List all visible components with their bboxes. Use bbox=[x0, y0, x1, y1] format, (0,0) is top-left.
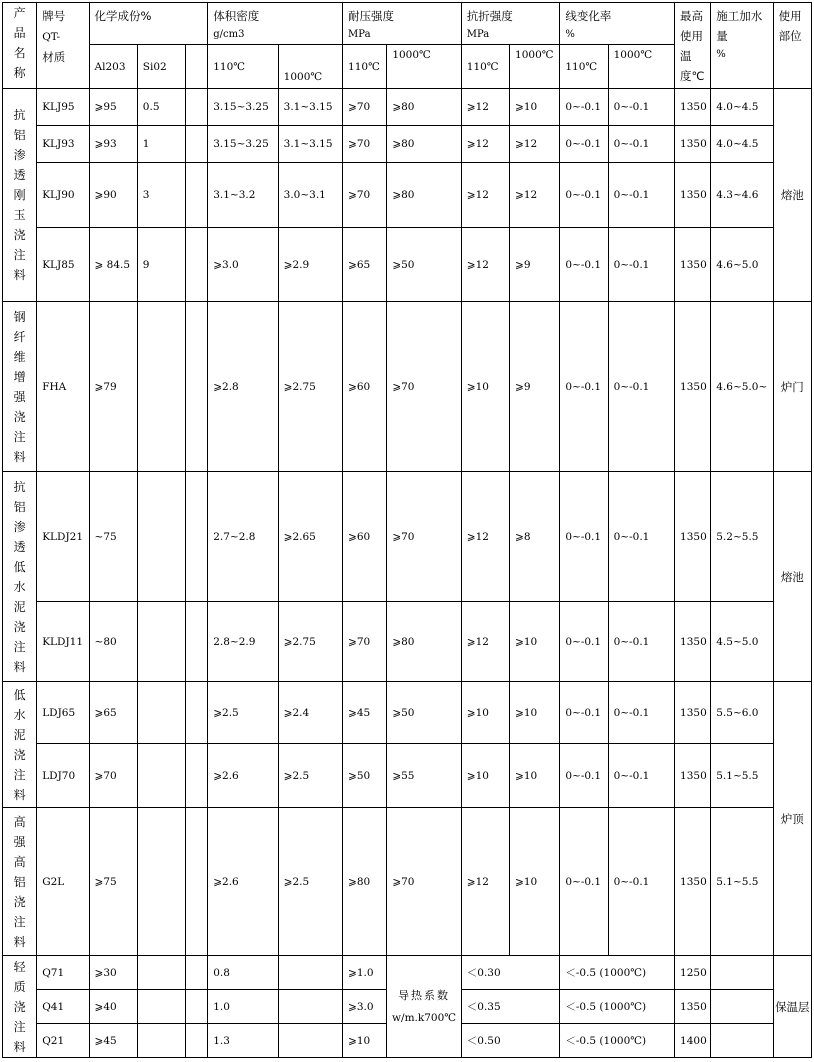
linear-1000-cell: 0~-0.1 bbox=[608, 228, 674, 302]
flex-1000-cell: ⩾12 bbox=[510, 163, 560, 228]
flex-110-cell: ⩾12 bbox=[461, 228, 509, 302]
grade-cell: Q71 bbox=[37, 956, 89, 990]
grade-cell: KLDJ21 bbox=[37, 472, 89, 602]
linear-1000-cell: 0~-0.1 bbox=[608, 744, 674, 808]
blank-cell bbox=[186, 808, 208, 956]
header-density-1000: 1000℃ bbox=[278, 45, 342, 89]
compress-110-cell: ⩾65 bbox=[343, 228, 387, 302]
flex-110-cell: ⩾12 bbox=[461, 808, 509, 956]
blank-cell bbox=[186, 302, 208, 472]
blank-cell bbox=[711, 956, 773, 990]
maxtemp-cell: 1350 bbox=[675, 744, 711, 808]
linear-cell: ＜-0.5 (1000℃) bbox=[560, 990, 675, 1024]
compress-1000-cell: ⩾55 bbox=[387, 744, 461, 808]
al2o3-cell: ⩾75 bbox=[89, 808, 137, 956]
linear-1000-cell: 0~-0.1 bbox=[608, 163, 674, 228]
flex-1000-cell: ⩾12 bbox=[510, 126, 560, 163]
density-110-cell: 3.15~3.25 bbox=[208, 89, 278, 126]
al2o3-cell: ⩾30 bbox=[89, 956, 137, 990]
compress-110-cell: ⩾50 bbox=[343, 744, 387, 808]
flex-1000-cell: ⩾9 bbox=[510, 302, 560, 472]
density-110-cell: 3.1~3.2 bbox=[208, 163, 278, 228]
use-melting-pool: 熔池 bbox=[773, 89, 811, 302]
flex-110-cell: ⩾12 bbox=[461, 126, 509, 163]
al2o3-cell: ⩾45 bbox=[89, 1024, 137, 1058]
flex-1000-cell: ⩾10 bbox=[510, 602, 560, 682]
density-110-cell: ⩾2.6 bbox=[208, 744, 278, 808]
linear-110-cell: 0~-0.1 bbox=[560, 126, 608, 163]
blank-cell bbox=[186, 472, 208, 602]
sio2-cell: 3 bbox=[137, 163, 185, 228]
linear-1000-cell: 0~-0.1 bbox=[608, 602, 674, 682]
compress-1000-cell: ⩾80 bbox=[387, 126, 461, 163]
blank-cell bbox=[711, 1024, 773, 1058]
density-cell: 0.8 bbox=[208, 956, 278, 990]
sio2-cell bbox=[137, 808, 185, 956]
compress-1000-cell: ⩾70 bbox=[387, 472, 461, 602]
linear-cell: ＜-0.5 (1000℃) bbox=[560, 1024, 675, 1058]
blank-cell bbox=[186, 1024, 208, 1058]
sio2-cell: 9 bbox=[137, 228, 185, 302]
blank-cell bbox=[278, 990, 342, 1024]
use-insulation: 保温层 bbox=[773, 956, 811, 1058]
al2o3-cell: ⩾93 bbox=[89, 126, 137, 163]
al2o3-cell: ⩾95 bbox=[89, 89, 137, 126]
flex-1000-cell: ⩾10 bbox=[510, 808, 560, 956]
blank-cell bbox=[186, 990, 208, 1024]
conductivity-cell: ＜0.35 bbox=[461, 990, 560, 1024]
linear-1000-cell: 0~-0.1 bbox=[608, 808, 674, 956]
category-low-cement: 低 水 泥 浇 注 料 bbox=[3, 682, 37, 808]
sio2-cell bbox=[137, 682, 185, 744]
sio2-cell bbox=[137, 302, 185, 472]
blank-cell bbox=[137, 990, 185, 1024]
compress-1000-cell: ⩾70 bbox=[387, 808, 461, 956]
water-cell: 5.1~5.5 bbox=[711, 744, 773, 808]
conductivity-cell: ＜0.30 bbox=[461, 956, 560, 990]
header-flex: 抗折强度 MPa bbox=[461, 3, 560, 45]
compress-110-cell: ⩾70 bbox=[343, 126, 387, 163]
linear-1000-cell: 0~-0.1 bbox=[608, 302, 674, 472]
header-water: 施工加水量 % bbox=[711, 3, 773, 89]
maxtemp-cell: 1350 bbox=[675, 808, 711, 956]
water-cell: 4.0~4.5 bbox=[711, 89, 773, 126]
compress-110-cell: ⩾70 bbox=[343, 602, 387, 682]
compress-cell: ⩾3.0 bbox=[343, 990, 387, 1024]
header-grade: 牌号 QT- 材质 bbox=[37, 3, 89, 89]
grade-cell: KLJ85 bbox=[37, 228, 89, 302]
blank-cell bbox=[186, 602, 208, 682]
header-product-name: 产 品 名 称 bbox=[3, 3, 37, 89]
grade-cell: KLDJ11 bbox=[37, 602, 89, 682]
use-furnace-roof: 炉顶 bbox=[773, 682, 811, 956]
header-density-110: 110℃ bbox=[208, 45, 278, 89]
al2o3-cell: ~75 bbox=[89, 472, 137, 602]
header-linear-110: 110℃ bbox=[560, 45, 608, 89]
linear-cell: ＜-0.5 (1000℃) bbox=[560, 956, 675, 990]
blank-cell bbox=[137, 1024, 185, 1058]
linear-110-cell: 0~-0.1 bbox=[560, 228, 608, 302]
maxtemp-cell: 1350 bbox=[675, 163, 711, 228]
flex-110-cell: ⩾10 bbox=[461, 682, 509, 744]
category-lightweight: 轻 质 浇 注 料 bbox=[3, 956, 37, 1058]
maxtemp-cell: 1350 bbox=[675, 602, 711, 682]
header-compress-1000: 1000℃ bbox=[387, 45, 461, 89]
grade-cell: KLJ90 bbox=[37, 163, 89, 228]
blank-cell bbox=[186, 682, 208, 744]
blank-cell bbox=[186, 163, 208, 228]
compress-1000-cell: ⩾80 bbox=[387, 89, 461, 126]
density-1000-cell: ⩾2.75 bbox=[278, 302, 342, 472]
header-compress: 耐压强度 MPa bbox=[343, 3, 462, 45]
al2o3-cell: ⩾70 bbox=[89, 744, 137, 808]
blank-cell bbox=[711, 990, 773, 1024]
blank-cell bbox=[137, 956, 185, 990]
linear-1000-cell: 0~-0.1 bbox=[608, 126, 674, 163]
compress-1000-cell: ⩾50 bbox=[387, 682, 461, 744]
water-cell: 5.5~6.0 bbox=[711, 682, 773, 744]
linear-110-cell: 0~-0.1 bbox=[560, 89, 608, 126]
compress-cell: ⩾10 bbox=[343, 1024, 387, 1058]
density-1000-cell: ⩾2.5 bbox=[278, 808, 342, 956]
category-high-alumina: 高 强 高 铝 浇 注 料 bbox=[3, 808, 37, 956]
blank-cell bbox=[186, 956, 208, 990]
density-110-cell: ⩾2.6 bbox=[208, 808, 278, 956]
al2o3-cell: ⩾40 bbox=[89, 990, 137, 1024]
water-cell: 4.6~5.0 bbox=[711, 228, 773, 302]
density-1000-cell: 3.1~3.15 bbox=[278, 89, 342, 126]
maxtemp-cell: 1350 bbox=[675, 302, 711, 472]
header-density: 体积密度 g/cm3 bbox=[208, 3, 343, 45]
density-cell: 1.3 bbox=[208, 1024, 278, 1058]
refractory-spec-table bbox=[2, 2, 812, 1058]
compress-110-cell: ⩾80 bbox=[343, 808, 387, 956]
sio2-cell: 0.5 bbox=[137, 89, 185, 126]
water-cell: 5.2~5.5 bbox=[711, 472, 773, 602]
category-low-cement-anti-al: 抗 铝 渗 透 低 水 泥 浇 注 料 bbox=[3, 472, 37, 682]
compress-110-cell: ⩾70 bbox=[343, 163, 387, 228]
header-sio2: Si02 bbox=[137, 45, 185, 89]
maxtemp-cell: 1250 bbox=[675, 956, 711, 990]
flex-110-cell: ⩾12 bbox=[461, 163, 509, 228]
density-1000-cell: 3.0~3.1 bbox=[278, 163, 342, 228]
flex-1000-cell: ⩾10 bbox=[510, 89, 560, 126]
linear-110-cell: 0~-0.1 bbox=[560, 808, 608, 956]
water-cell: 4.6~5.0~ bbox=[711, 302, 773, 472]
grade-cell: LDJ70 bbox=[37, 744, 89, 808]
compress-cell: ⩾1.0 bbox=[343, 956, 387, 990]
linear-110-cell: 0~-0.1 bbox=[560, 163, 608, 228]
category-steel-fiber: 钢 纤 维 增 强 浇 注 料 bbox=[3, 302, 37, 472]
conductivity-cell: ＜0.50 bbox=[461, 1024, 560, 1058]
use-furnace-door: 炉门 bbox=[773, 302, 811, 472]
blank-cell bbox=[278, 956, 342, 990]
grade-cell: KLJ95 bbox=[37, 89, 89, 126]
maxtemp-cell: 1350 bbox=[675, 472, 711, 602]
density-1000-cell: ⩾2.9 bbox=[278, 228, 342, 302]
compress-110-cell: ⩾45 bbox=[343, 682, 387, 744]
al2o3-cell: ⩾79 bbox=[89, 302, 137, 472]
flex-110-cell: ⩾12 bbox=[461, 89, 509, 126]
category-corundum: 抗 铝 渗 透 刚 玉 浇 注 料 bbox=[3, 89, 37, 302]
grade-cell: G2L bbox=[37, 808, 89, 956]
flex-1000-cell: ⩾9 bbox=[510, 228, 560, 302]
blank-cell bbox=[186, 744, 208, 808]
linear-1000-cell: 0~-0.1 bbox=[608, 472, 674, 602]
density-1000-cell: 3.1~3.15 bbox=[278, 126, 342, 163]
density-110-cell: ⩾2.5 bbox=[208, 682, 278, 744]
linear-1000-cell: 0~-0.1 bbox=[608, 89, 674, 126]
use-melting-pool-2: 熔池 bbox=[773, 472, 811, 682]
blank-cell bbox=[186, 228, 208, 302]
sio2-cell bbox=[137, 472, 185, 602]
linear-110-cell: 0~-0.1 bbox=[560, 682, 608, 744]
water-cell: 5.1~5.5 bbox=[711, 808, 773, 956]
compress-1000-cell: ⩾80 bbox=[387, 163, 461, 228]
maxtemp-cell: 1350 bbox=[675, 126, 711, 163]
header-blank bbox=[186, 45, 208, 89]
header-compress-110: 110℃ bbox=[343, 45, 387, 89]
sio2-cell bbox=[137, 602, 185, 682]
compress-110-cell: ⩾70 bbox=[343, 89, 387, 126]
grade-cell: LDJ65 bbox=[37, 682, 89, 744]
grade-cell: FHA bbox=[37, 302, 89, 472]
water-cell: 4.0~4.5 bbox=[711, 126, 773, 163]
density-110-cell: ⩾3.0 bbox=[208, 228, 278, 302]
header-al2o3: Al203 bbox=[89, 45, 137, 89]
header-linear-1000: 1000℃ bbox=[608, 45, 674, 89]
blank-cell bbox=[186, 126, 208, 163]
header-flex-1000: 1000℃ bbox=[510, 45, 560, 89]
density-110-cell: ⩾2.8 bbox=[208, 302, 278, 472]
grade-cell: KLJ93 bbox=[37, 126, 89, 163]
compress-1000-cell: ⩾80 bbox=[387, 602, 461, 682]
flex-1000-cell: ⩾8 bbox=[510, 472, 560, 602]
sio2-cell bbox=[137, 744, 185, 808]
density-1000-cell: ⩾2.65 bbox=[278, 472, 342, 602]
maxtemp-cell: 1350 bbox=[675, 228, 711, 302]
blank-cell bbox=[278, 1024, 342, 1058]
compress-1000-cell: ⩾50 bbox=[387, 228, 461, 302]
water-cell: 4.3~4.6 bbox=[711, 163, 773, 228]
compress-1000-cell: ⩾70 bbox=[387, 302, 461, 472]
flex-110-cell: ⩾12 bbox=[461, 472, 509, 602]
linear-110-cell: 0~-0.1 bbox=[560, 602, 608, 682]
al2o3-cell: ⩾90 bbox=[89, 163, 137, 228]
flex-1000-cell: ⩾10 bbox=[510, 744, 560, 808]
density-1000-cell: ⩾2.75 bbox=[278, 602, 342, 682]
linear-1000-cell: 0~-0.1 bbox=[608, 682, 674, 744]
density-110-cell: 3.15~3.25 bbox=[208, 126, 278, 163]
maxtemp-cell: 1350 bbox=[675, 682, 711, 744]
maxtemp-cell: 1350 bbox=[675, 89, 711, 126]
header-maxtemp: 最高使用温度℃ bbox=[675, 3, 711, 89]
header-use: 使用部位 bbox=[773, 3, 811, 89]
density-110-cell: 2.8~2.9 bbox=[208, 602, 278, 682]
al2o3-cell: ⩾65 bbox=[89, 682, 137, 744]
compress-110-cell: ⩾60 bbox=[343, 472, 387, 602]
conductivity-label: 导热系数 w/m.k700℃ bbox=[387, 956, 461, 1058]
density-110-cell: 2.7~2.8 bbox=[208, 472, 278, 602]
water-cell: 4.5~5.0 bbox=[711, 602, 773, 682]
density-cell: 1.0 bbox=[208, 990, 278, 1024]
density-1000-cell: ⩾2.5 bbox=[278, 744, 342, 808]
al2o3-cell: ⩾ 84.5 bbox=[89, 228, 137, 302]
sio2-cell: 1 bbox=[137, 126, 185, 163]
grade-cell: Q41 bbox=[37, 990, 89, 1024]
header-flex-110: 110℃ bbox=[461, 45, 509, 89]
header-chem: 化学成份% bbox=[89, 3, 208, 45]
density-1000-cell: ⩾2.4 bbox=[278, 682, 342, 744]
header-linear: 线变化率 % bbox=[560, 3, 675, 45]
maxtemp-cell: 1400 bbox=[675, 1024, 711, 1058]
linear-110-cell: 0~-0.1 bbox=[560, 302, 608, 472]
grade-cell: Q21 bbox=[37, 1024, 89, 1058]
linear-110-cell: 0~-0.1 bbox=[560, 472, 608, 602]
linear-110-cell: 0~-0.1 bbox=[560, 744, 608, 808]
flex-110-cell: ⩾10 bbox=[461, 302, 509, 472]
flex-1000-cell: ⩾10 bbox=[510, 682, 560, 744]
blank-cell bbox=[186, 89, 208, 126]
al2o3-cell: ~80 bbox=[89, 602, 137, 682]
compress-110-cell: ⩾60 bbox=[343, 302, 387, 472]
flex-110-cell: ⩾12 bbox=[461, 602, 509, 682]
maxtemp-cell: 1350 bbox=[675, 990, 711, 1024]
flex-110-cell: ⩾10 bbox=[461, 744, 509, 808]
